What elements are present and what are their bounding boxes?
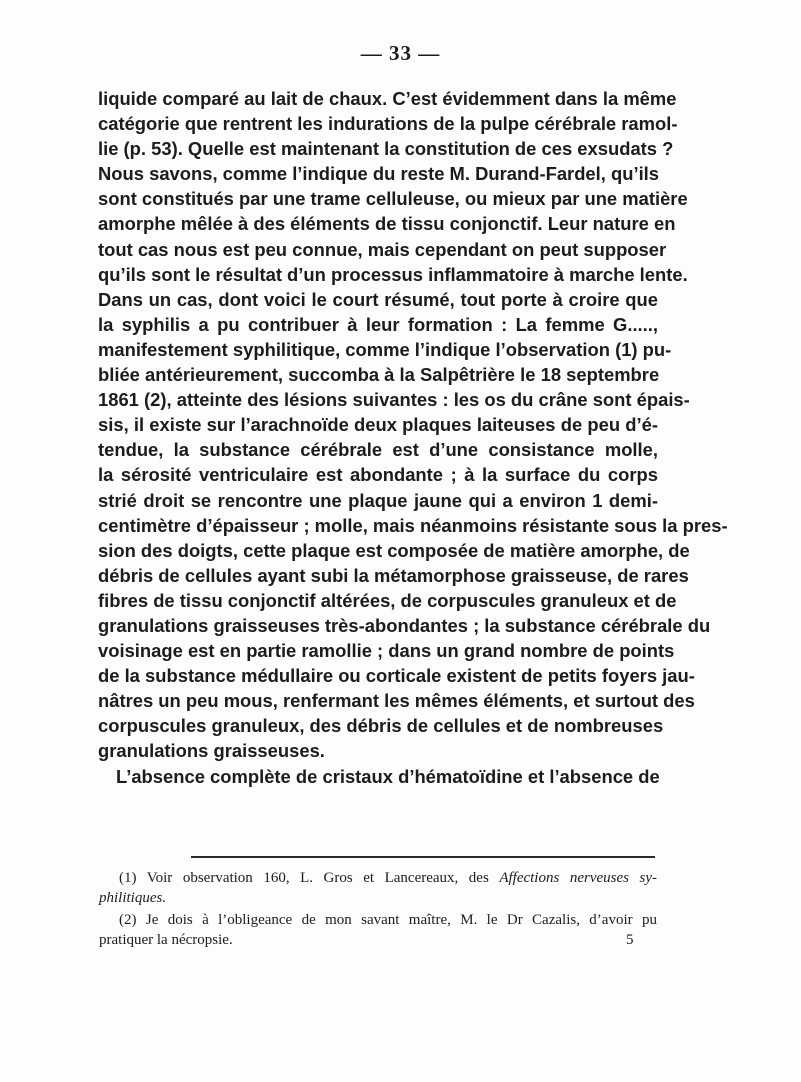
footnotes [99,869,657,950]
body-line: manifestement syphilitique, comme l’indique l’observation (1) pu- [98,338,672,360]
footnote-italic-title: philitiques. [99,889,167,906]
body-line: granulations graisseuses. [98,740,325,762]
body-line: bliée antérieurement, succomba à la Salpêtrière le 18 septembre [98,364,660,386]
footnote-line: pratiquer la nécropsie. [99,931,233,948]
body-line: fibres de tissu conjonctif altérées, de corpuscules granuleux et de [98,589,677,611]
footnote-line [99,889,657,909]
footnote-italic-title: Affections nerveuses sy- [499,870,657,886]
footnote-separator-rule [191,856,655,858]
body-line: corpuscules granuleux, des débris de cellules et de nombreuses [98,715,664,737]
body-line: qu’ils sont le résultat d’un processus inflammatoire à marche lente. [98,263,688,285]
body-line: lie (p. 53). Quelle est maintenant la constitution de ces exsudats ? [98,138,674,160]
body-line: strié droit se rencontre une plaque jaune qui a environ 1 demi- [98,489,658,511]
body-line: granulations graisseuses très-abondantes ; la substance cérébrale du [98,614,711,636]
body-line: amorphe mêlée à des éléments de tissu conjonctif. Leur nature en [98,213,676,235]
body-line: sis, il existe sur l’arachnoïde deux plaques laiteuses de peu d’é- [98,414,658,436]
footnote-2 [99,911,657,950]
body-line: voisinage est en partie ramollie ; dans un grand nombre de points [98,640,675,662]
body-line: L’absence complète de cristaux d’hématoïdine et l’absence de [116,765,660,787]
body-line: débris de cellules ayant subi la métamorphose graisseuse, de rares [98,564,689,586]
body-line: la syphilis a pu contribuer à leur formation : La femme G....., [98,313,658,335]
body-line: liquide comparé au lait de chaux. C’est évidemment dans la même [98,88,677,109]
body-line: tout cas nous est peu connue, mais cependant on peut supposer [98,238,667,260]
body-line: 1861 (2), atteinte des lésions suivantes : les os du crâne sont épais- [98,389,690,411]
signature-mark: 5 [626,932,634,948]
body-line: centimètre d’épaisseur ; molle, mais néanmoins résistante sous la pres- [98,514,728,536]
body-line: sion des doigts, cette plaque est composée de matière amorphe, de [98,539,690,561]
body-line: de la substance médullaire ou corticale existent de petits foyers jau- [98,665,695,687]
footnote-line: (2) Je dois à l’obligeance de mon savant maître, M. le Dr Cazalis, d’avoir pu [119,912,657,929]
footnote-1 [99,869,657,908]
body-line: catégorie que rentrent les indurations de la pulpe cérébrale ramol- [98,113,678,135]
body-line: tendue, la substance cérébrale est d’une consistance molle, [98,439,658,461]
body-line: Nous savons, comme l’indique du reste M. Durand-Fardel, qu’ils [98,163,660,185]
page-number: — 33 — [360,41,441,65]
footnote-text: (1) Voir observation 160, L. Gros et Lancereaux, des [119,870,500,886]
body-line: Dans un cas, dont voici le court résumé, tout porte à croire que [98,288,658,310]
body-paragraphs [98,86,728,789]
body-line: la sérosité ventriculaire est abondante ; à la surface du corps [98,464,658,486]
body-line: sont constitués par une trame celluleuse, ou mieux par une matière [98,188,688,210]
footnote-line [99,869,657,889]
body-line: nâtres un peu mous, renfermant les mêmes éléments, et surtout des [98,690,695,712]
